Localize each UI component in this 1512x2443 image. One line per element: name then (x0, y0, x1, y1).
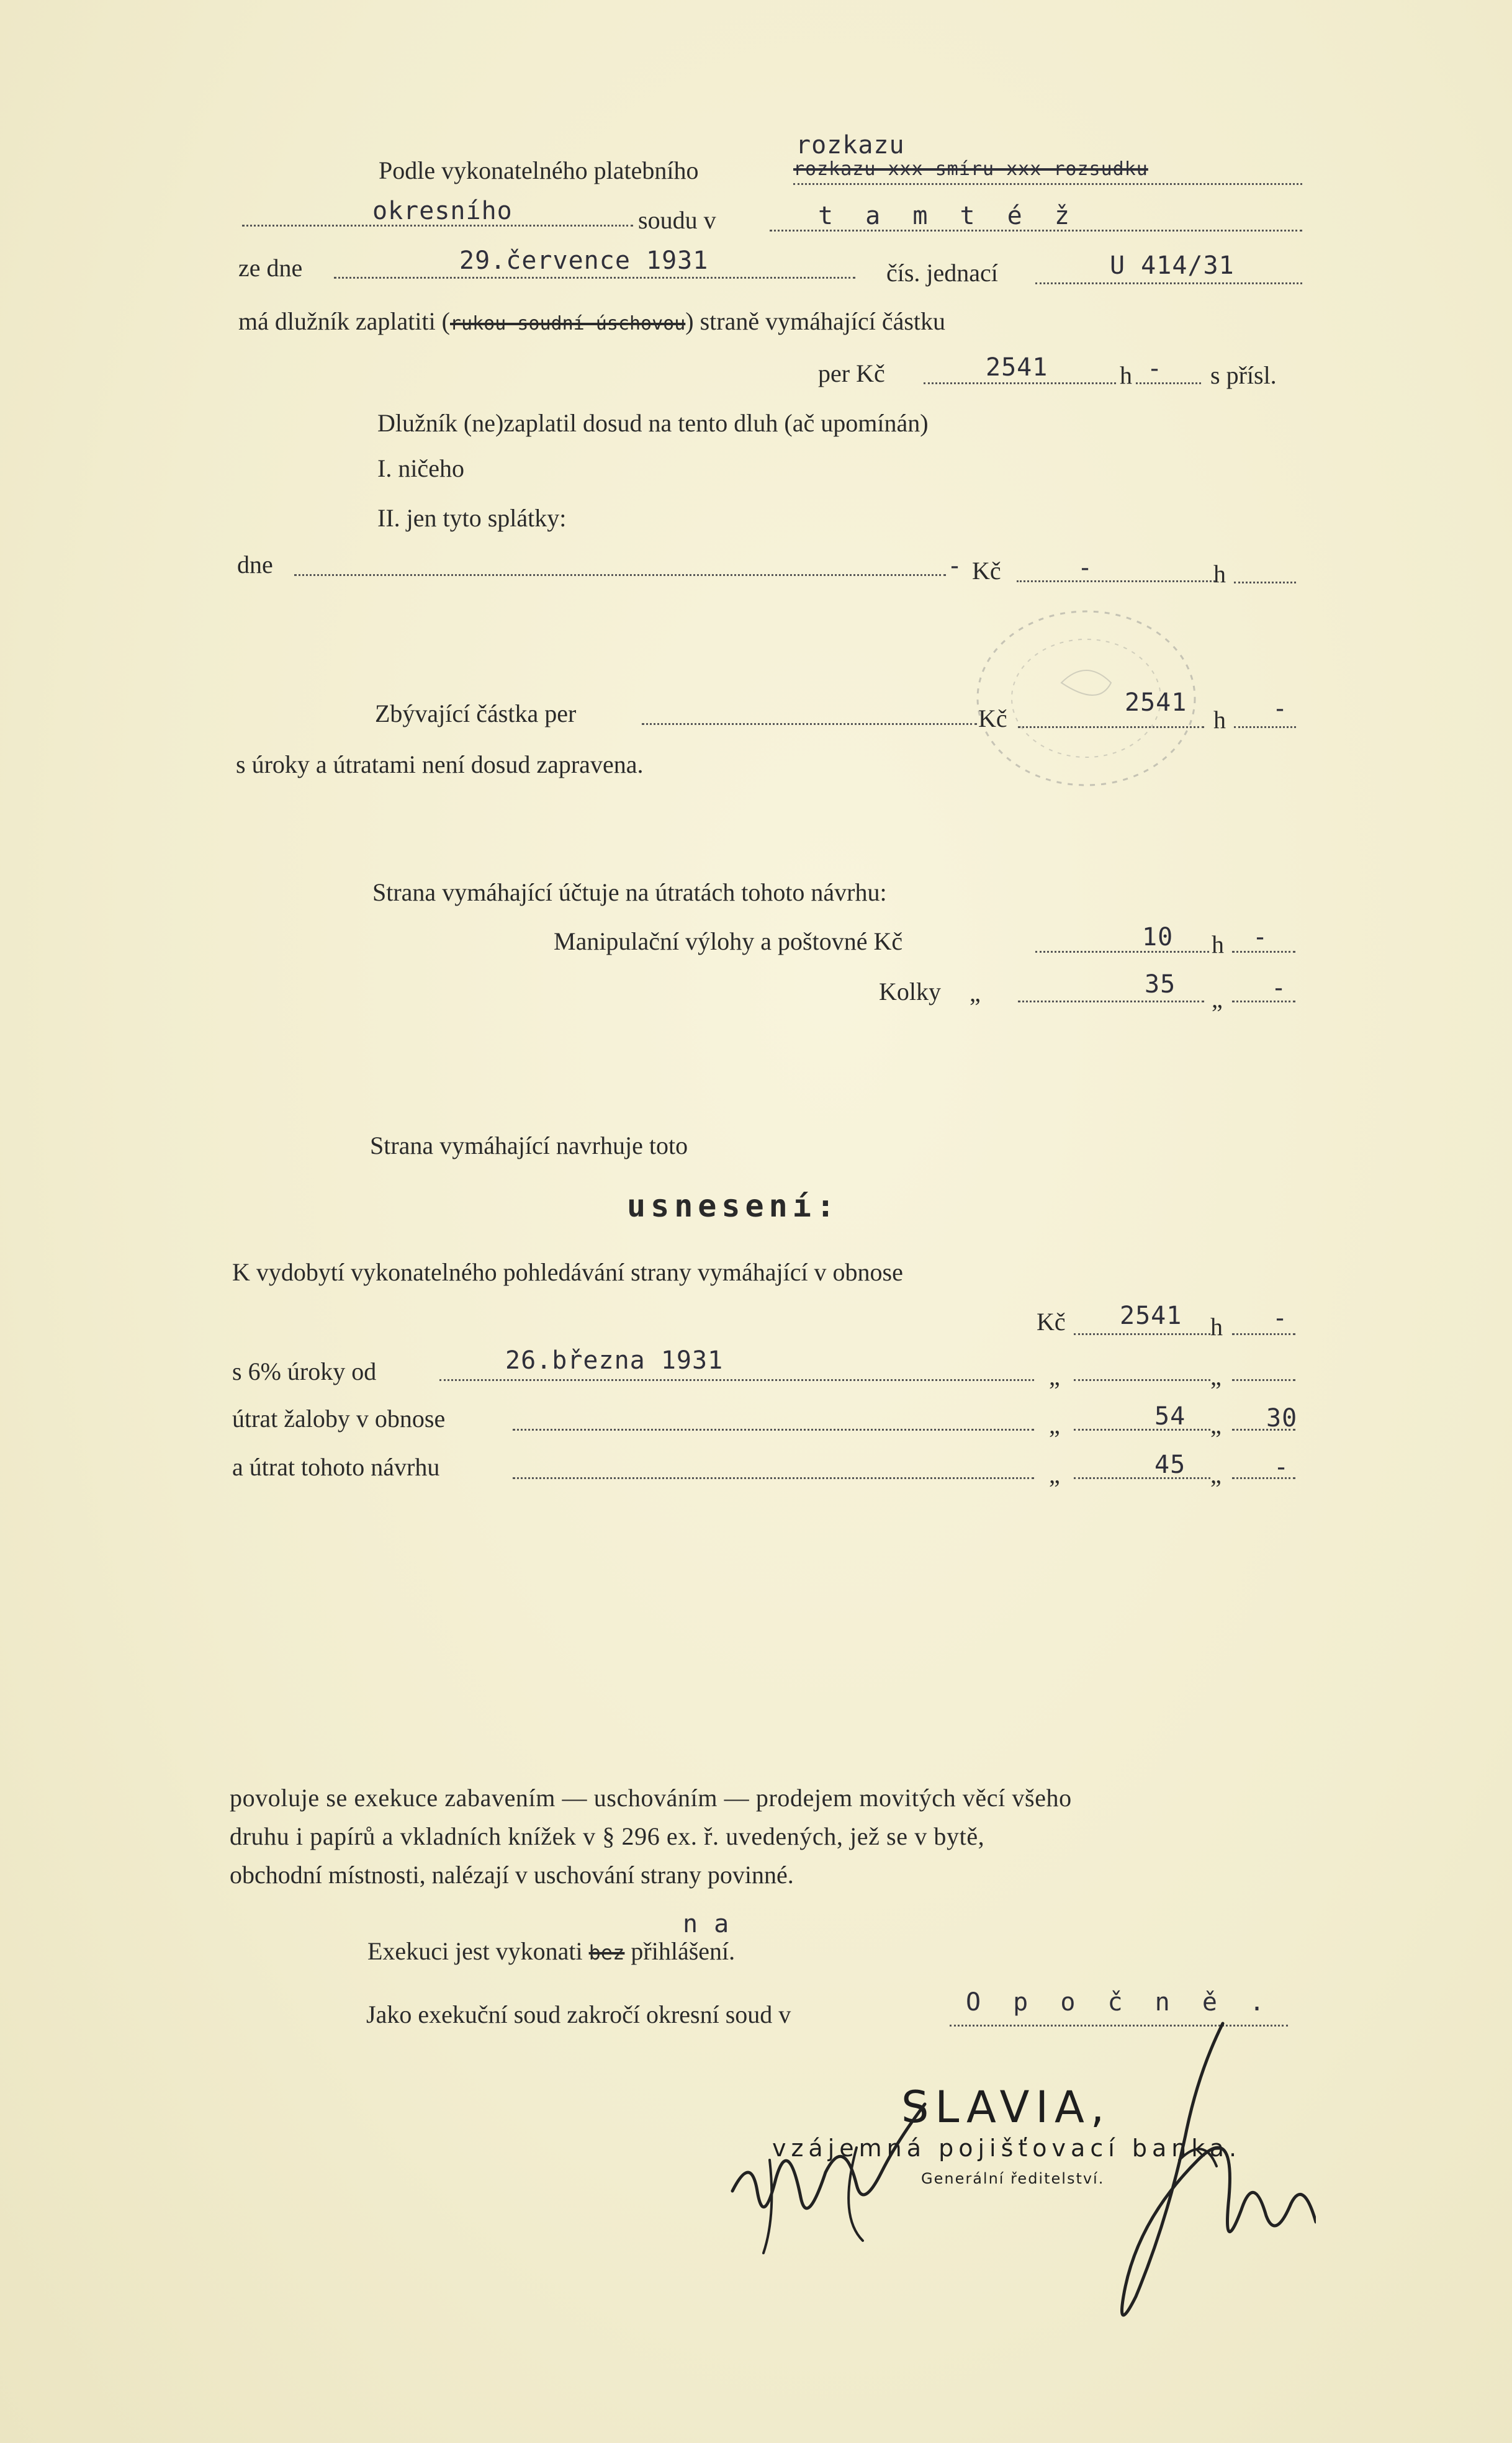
quote-suit-b: „ (1210, 1411, 1222, 1439)
quote-motion-b: „ (1210, 1460, 1222, 1488)
typed-amount-10: 2541 (1125, 688, 1187, 717)
label-per-kc: per Kč (818, 359, 885, 387)
quote-interest-b: „ (1210, 1362, 1222, 1390)
dotline-5a (924, 382, 1116, 384)
label-suit: útrat žaloby v obnose (232, 1405, 446, 1433)
dotline-h-res (1232, 1333, 1295, 1335)
dotline-manip (1035, 951, 1209, 953)
label-h-9: h (1213, 560, 1226, 588)
typed-suit-h: 30 (1266, 1404, 1298, 1433)
label-h-10: h (1213, 706, 1226, 734)
typed-place: t a m t é ž (818, 202, 1078, 230)
costs-heading: Strana vymáhající účtuje na útratách tohoto návrhu: (372, 878, 887, 906)
label-ze-dne: ze dne (238, 254, 303, 282)
closing-line: druhu i papírů a vkladních knížek v § 296 ex. ř. uvedených, jež se v bytě, (230, 1822, 985, 1850)
dotline-2b (770, 230, 1302, 232)
label-kc-res: Kč (1037, 1308, 1066, 1336)
dotline-interest-c (1232, 1379, 1295, 1381)
label-interest: s 6% úroky od (232, 1357, 377, 1385)
label-h-res: h (1210, 1313, 1223, 1341)
dotline-motion (513, 1477, 1034, 1479)
label-kc-10: Kč (978, 704, 1007, 732)
dotline-5b (1136, 382, 1201, 384)
closing-line: obchodní místnosti, nalézají v uschování strany povinné. (230, 1861, 794, 1889)
company-subtitle: vzájemná pojišťovací banka. (772, 2135, 1242, 2162)
dotline-10b (1018, 726, 1204, 728)
typed-h-10: - (1272, 695, 1289, 723)
typed-h-res: - (1272, 1304, 1289, 1333)
label-court: Jako exekuční soud zakročí okresní soud v (366, 2000, 791, 2028)
typed-dash-9a: - (947, 552, 963, 580)
closing-line: povoluje se exekuce zabavením — uschováním — prodejem movitých věcí všeho (230, 1784, 1072, 1812)
dotline-2a (242, 225, 633, 227)
typed-ref: U 414/31 (1110, 251, 1235, 280)
label-h-kolky: „ (1212, 985, 1223, 1013)
label-podle: Podle vykonatelného platebního (379, 156, 699, 184)
company-name: SLAVIA, (901, 2082, 1111, 2133)
dotline-kolky-h (1232, 1001, 1295, 1002)
struck-options: rozkazu xxx smíru xxx rozsudku (793, 158, 1148, 180)
dotline-3b (1035, 282, 1302, 284)
struck-rukou: rukou soudní úschovou (450, 313, 686, 335)
typed-suit: 54 (1154, 1402, 1186, 1431)
typed-dash-9b: - (1078, 554, 1094, 582)
label-exekuci: Exekuci jest vykonati bez přihlášení. (367, 1937, 736, 1965)
dotline-9a (294, 574, 946, 576)
text-niceho: I. ničeho (377, 454, 464, 482)
signature-right (1049, 2017, 1316, 2328)
label-cis-jednaci: čís. jednací (886, 259, 998, 287)
text-splatky: II. jen tyto splátky: (377, 504, 567, 532)
dotline-10c (1234, 726, 1296, 728)
typed-kolky: 35 (1145, 970, 1176, 999)
dotline-interest (439, 1379, 1034, 1381)
dotline-9b (1017, 580, 1215, 582)
typed-kc-res: 2541 (1120, 1302, 1182, 1330)
line4-a: má dlužník zaplatiti (rukou soudní úschovou) straně vymáhající částku (238, 307, 946, 335)
dotline-10a (642, 723, 977, 725)
text-dluznik: Dlužník (ne)zaplatil dosud na tento dluh (ač upomínán) (377, 409, 929, 437)
label-h-manip: h (1212, 930, 1224, 958)
typed-motion-h: - (1274, 1453, 1290, 1482)
company-department: Generální ředitelství. (921, 2170, 1105, 2187)
dotline-motion-c (1232, 1477, 1295, 1479)
typed-rozkazu: rozkazu (796, 131, 905, 160)
label-kc-9: Kč (972, 557, 1001, 585)
quote-motion-a: „ (1049, 1460, 1060, 1488)
resolution-title: usnesení: (627, 1188, 840, 1224)
dotline-motion-b (1074, 1477, 1210, 1479)
dotline-suit-c (1232, 1429, 1295, 1431)
label-s-prisl: s přísl. (1210, 361, 1277, 389)
dotline-kolky (1018, 1001, 1204, 1002)
typed-motion: 45 (1154, 1451, 1186, 1479)
dotline-suit (513, 1429, 1034, 1431)
text-uroky: s úroky a útratami není dosud zapravena. (236, 750, 644, 778)
typed-h-manip: - (1253, 923, 1269, 952)
dotline-suit-b (1074, 1429, 1210, 1431)
label-dne: dne (237, 551, 273, 578)
resolution-line1: K vydobytí vykonatelného pohledávání strany vymáhající v obnose (232, 1258, 903, 1286)
typed-h-kolky: - (1271, 974, 1287, 1002)
label-motion: a útrat tohoto návrhu (232, 1453, 440, 1481)
quote-kolky: „ (970, 979, 981, 1007)
typed-date: 29.července 1931 (459, 246, 709, 275)
dotline-3a (334, 277, 855, 279)
closing-paragraph (230, 1779, 1072, 1894)
label-h-1: h (1120, 361, 1132, 389)
signature-left (714, 2098, 974, 2272)
label-soudu: soudu v (638, 206, 716, 234)
quote-interest-a: „ (1049, 1362, 1060, 1390)
dotline-1 (793, 183, 1302, 185)
typed-na: n a (683, 1910, 730, 1938)
typed-court: okresního (372, 197, 513, 225)
typed-interest-date: 26.března 1931 (505, 1346, 724, 1375)
label-zbyvajici: Zbývající částka per (375, 700, 577, 727)
dotline-kc-res (1074, 1333, 1210, 1335)
label-manipulacni: Manipulační výlohy a poštovné Kč (554, 927, 903, 955)
dotline-interest-b (1074, 1379, 1210, 1381)
quote-suit-a: „ (1049, 1411, 1060, 1439)
typed-h-1: - (1147, 354, 1163, 383)
typed-manip: 10 (1142, 923, 1174, 952)
typed-court-place: O p o č n ě . (966, 1988, 1274, 2017)
label-kolky: Kolky (879, 978, 941, 1006)
dotline-manip-h (1232, 951, 1295, 953)
dotline-9c (1234, 582, 1296, 583)
resolution-intro: Strana vymáhající navrhuje toto (370, 1132, 688, 1159)
typed-amount-1: 2541 (986, 353, 1048, 382)
struck-bez: bez (588, 1941, 625, 1964)
